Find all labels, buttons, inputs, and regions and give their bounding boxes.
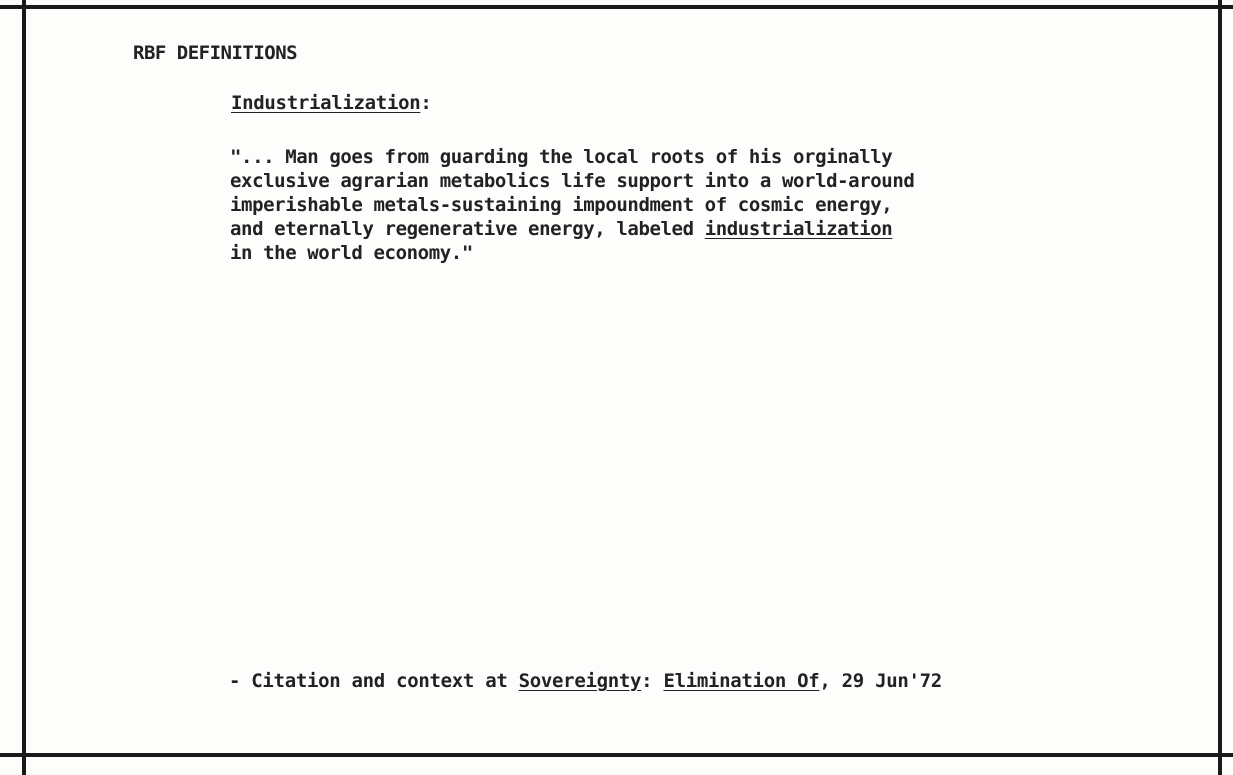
definition-term	[231, 92, 432, 114]
card-heading: RBF DEFINITIONS	[133, 42, 298, 64]
citation-subtopic: Elimination Of	[663, 670, 820, 692]
card-bottom-rule	[0, 753, 1233, 757]
quote-line: exclusive agrarian metabolics life support into a world-around	[230, 170, 915, 192]
citation-prefix: - Citation and context at	[229, 670, 519, 692]
quote-line: imperishable metals-sustaining impoundment of cosmic energy,	[230, 194, 893, 216]
card-right-rule	[1218, 0, 1222, 775]
citation-separator: :	[641, 670, 664, 692]
quote-underlined-term: industrialization	[704, 218, 893, 240]
card-left-rule	[22, 0, 26, 775]
citation-line	[229, 670, 942, 692]
citation-topic: Sovereignty	[518, 670, 642, 692]
card-top-rule	[0, 5, 1233, 9]
quote-line-text: and eternally regenerative energy, labeled	[230, 218, 705, 240]
term-word: Industrialization	[231, 92, 421, 114]
definition-quote	[230, 145, 1130, 265]
quote-line-with-term	[230, 217, 1130, 241]
citation-date: , 29 Jun'72	[819, 670, 942, 692]
quote-line: "... Man goes from guarding the local roots of his orginally	[230, 146, 893, 168]
quote-line: in the world economy."	[230, 242, 473, 264]
term-colon: :	[420, 92, 432, 114]
